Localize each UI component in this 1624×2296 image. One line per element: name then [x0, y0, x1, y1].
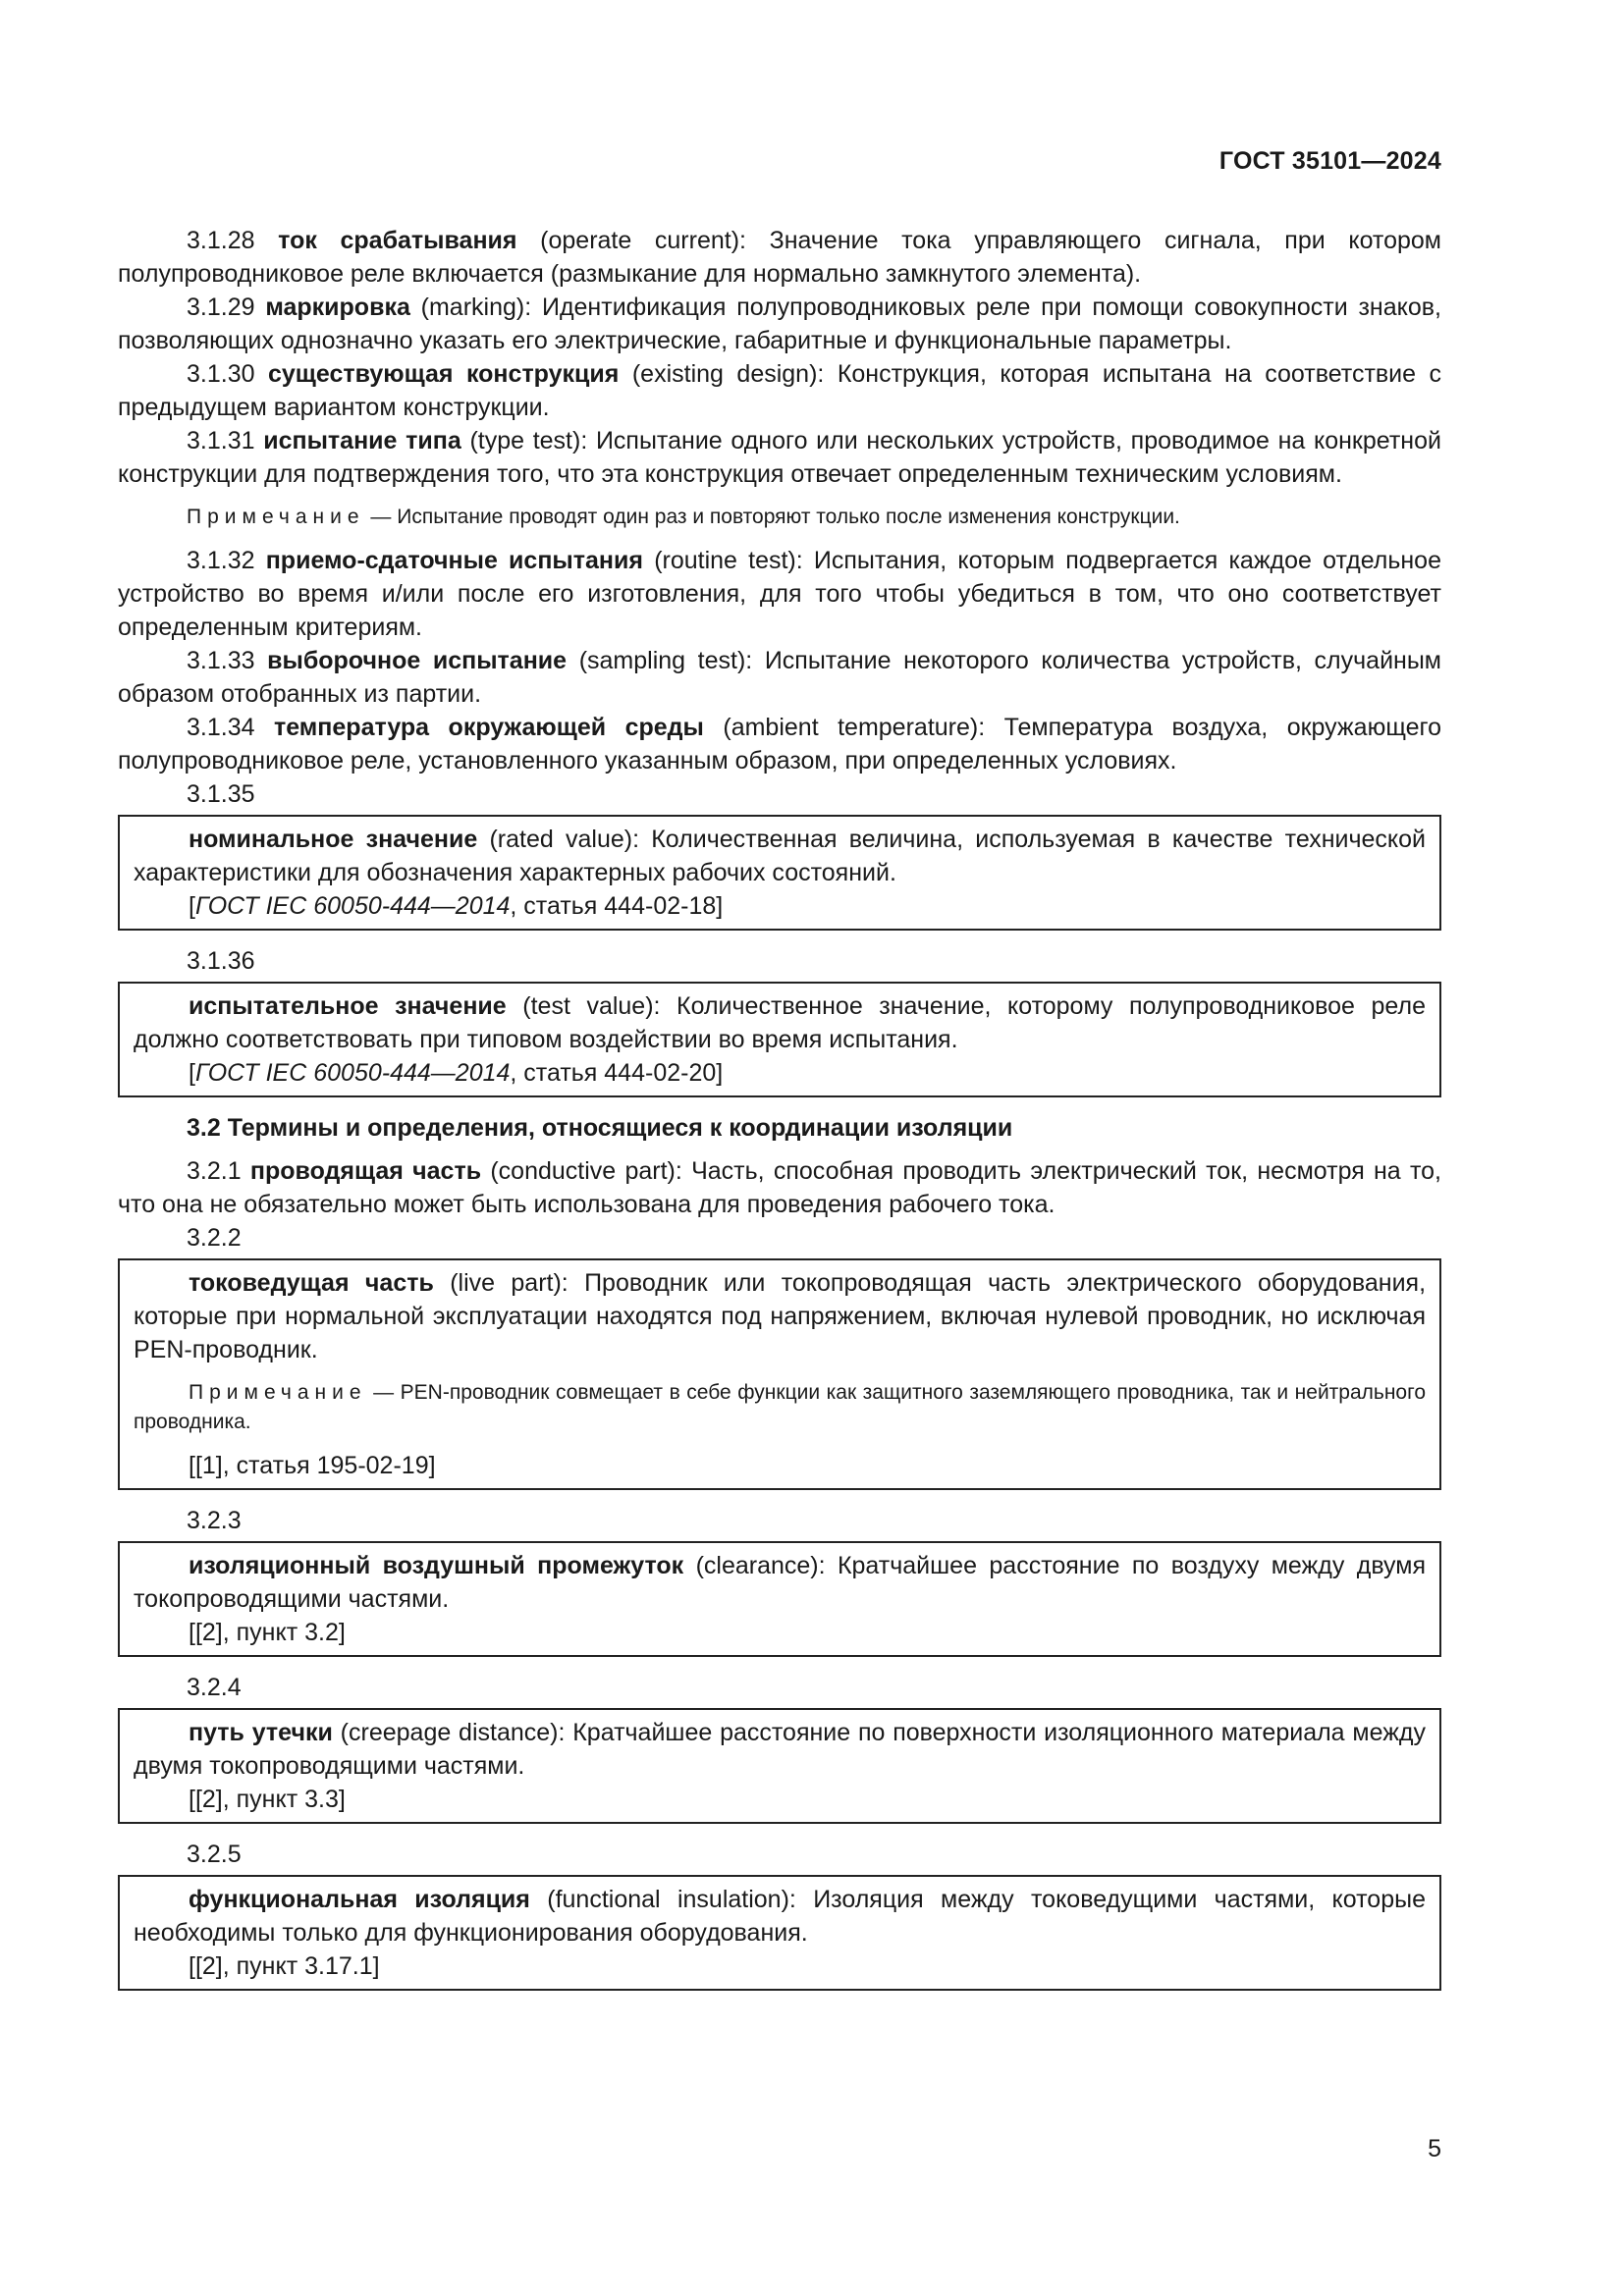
term-definition: : Испытание некоторого количества устройств, случайным образом отобранных из партии. — [118, 647, 1441, 708]
term-reference: [[2], пункт 3.17.1] — [189, 1952, 380, 1980]
term-english: (ambient temperature) — [723, 714, 979, 741]
term-box-3-1-36 — [118, 982, 1441, 1097]
term-definition: : Испытание одного или нескольких устройств, проводимое на конкретной конструкции для подтверждения того, что эта конструкция отвечает определенным техническим условиям. — [118, 427, 1441, 488]
term-name: температура окружающей среды — [273, 714, 704, 741]
term-name: ток срабатывания — [278, 227, 517, 254]
term-definition: : Кратчайшее расстояние по поверхности изоляционного материала между двумя токопроводящими частями. — [134, 1719, 1427, 1780]
term-3-1-29 — [118, 291, 1441, 357]
document-id: ГОСТ 35101—2024 — [1218, 147, 1441, 175]
reference-document: ГОСТ IEC 60050-444—2014 — [194, 892, 511, 920]
term-box-3-2-5 — [118, 1875, 1441, 1991]
term-3-2-5 — [134, 1883, 1426, 1949]
term-definition: : Количественное значение, которому полупроводниковое реле должно соответствовать при типовом воздействии во время испытания. — [134, 992, 1426, 1053]
term-3-1-31 — [118, 424, 1441, 491]
term-reference: [[2], пункт 3.2] — [189, 1619, 346, 1646]
term-english: (rated value) — [489, 826, 633, 853]
term-definition: : Количественная величина, используемая в качестве технической характеристики для обозначения характерных рабочих состояний. — [134, 826, 1426, 886]
term-number: 3.1.29 — [187, 294, 255, 321]
term-name: испытание типа — [263, 427, 461, 454]
term-name: маркировка — [265, 294, 410, 321]
term-definition: : Испытания, которым подвергается каждое отдельное устройство во время и/или после его изготовления, для того чтобы убедиться в том, что оно соответствует определенным критериям. — [118, 547, 1441, 641]
term-box-3-2-3 — [118, 1541, 1441, 1657]
term-number-3-1-36: 3.1.36 — [187, 947, 255, 975]
term-3-1-34 — [118, 711, 1441, 777]
term-name: изоляционный воздушный промежуток — [189, 1552, 684, 1579]
term-definition: : Конструкция, которая испытана на соответствие с предыдущем вариантом конструкции. — [118, 360, 1442, 421]
term-reference: [[2], пункт 3.3] — [189, 1786, 346, 1813]
term-english: (marking) — [420, 294, 525, 321]
term-name: существующая конструкция — [268, 360, 620, 388]
term-name: выборочное испытание — [267, 647, 568, 674]
term-number-3-1-35: 3.1.35 — [187, 780, 255, 808]
note-text: — PEN-проводник совмещает в себе функции как защитного заземляющего проводника, так и нейтрального проводника. — [134, 1381, 1426, 1433]
document-body — [118, 224, 1441, 2004]
term-name: путь утечки — [189, 1719, 333, 1746]
term-definition: : Изоляция между токоведущими частями, которые необходимы только для функционирования оборудования. — [134, 1886, 1426, 1947]
term-3-2-1 — [118, 1154, 1441, 1221]
term-name: номинальное значение — [189, 826, 478, 853]
term-english: (test value) — [522, 992, 654, 1020]
term-number: 3.1.28 — [187, 227, 255, 254]
note-3-1-31 — [118, 503, 1441, 532]
note-label: Примечание — [189, 1381, 367, 1404]
term-english: (creepage distance) — [340, 1719, 559, 1746]
term-english: (existing design) — [631, 360, 818, 388]
term-3-1-32 — [118, 544, 1441, 644]
term-number: 3.1.31 — [187, 427, 255, 454]
term-definition: : Значение тока управляющего сигнала, при котором полупроводниковое реле включается (размыкание для нормально замкнутого элемента). — [118, 227, 1441, 288]
term-number-3-2-2: 3.2.2 — [187, 1224, 242, 1252]
reference-document: ГОСТ IEC 60050-444—2014 — [194, 1059, 511, 1087]
term-3-1-30 — [118, 357, 1441, 424]
term-3-2-3 — [134, 1549, 1426, 1616]
term-english: (functional insulation) — [547, 1886, 789, 1913]
term-number: 3.1.32 — [187, 547, 255, 574]
term-definition: : Идентификация полупроводниковых реле при помощи совокупности знаков, позволяющих однозначно указать его электрические, габаритные и функциональные параметры. — [118, 294, 1441, 354]
term-english: (sampling test) — [578, 647, 746, 674]
term-english: (operate current) — [540, 227, 740, 254]
term-english: (clearance) — [695, 1552, 819, 1579]
term-box-3-1-35 — [118, 815, 1441, 931]
term-name: проводящая часть — [249, 1157, 482, 1185]
term-number-3-2-5: 3.2.5 — [187, 1841, 242, 1868]
term-3-1-33 — [118, 644, 1441, 711]
term-reference: [[1], статья 195-02-19] — [189, 1452, 436, 1479]
term-definition: : Часть, способная проводить электрический ток, несмотря на то, что она не обязательно может быть использована для проведения рабочего тока. — [118, 1157, 1442, 1218]
term-definition: : Кратчайшее расстояние по воздуху между двумя токопроводящими частями. — [134, 1552, 1426, 1613]
section-heading-3-2: 3.2 Термины и определения, относящиеся к координации изоляции — [187, 1114, 1013, 1142]
term-number: 3.1.33 — [187, 647, 255, 674]
term-reference: [ГОСТ IEC 60050-444—2014, статья 444-02-18] — [189, 892, 724, 920]
term-name: токоведущая часть — [189, 1269, 434, 1297]
term-english: (routine test) — [654, 547, 796, 574]
term-number: 3.1.34 — [187, 714, 255, 741]
term-name: функциональная изоляция — [189, 1886, 530, 1913]
term-3-2-4 — [134, 1716, 1426, 1783]
term-definition: : Температура воздуха, окружающего полупроводниковое реле, установленного указанным образом, при определенных условиях. — [118, 714, 1441, 774]
note-text: — Испытание проводят один раз и повторяют только после изменения конструкции. — [364, 506, 1180, 528]
note-3-2-2 — [134, 1378, 1426, 1437]
term-number: 3.2.1 — [187, 1157, 242, 1185]
note-label: Примечание — [187, 506, 365, 528]
term-english: (live part) — [450, 1269, 562, 1297]
term-number-3-2-4: 3.2.4 — [187, 1674, 242, 1701]
term-name: испытательное значение — [189, 992, 507, 1020]
term-3-1-28 — [118, 224, 1441, 291]
term-number-3-2-3: 3.2.3 — [187, 1507, 242, 1534]
term-definition: : Проводник или токопроводящая часть электрического оборудования, которые при нормальной эксплуатации находятся под напряжением, включая нулевой проводник, но исключая PEN-проводник. — [134, 1269, 1427, 1363]
term-box-3-2-4 — [118, 1708, 1441, 1824]
term-number: 3.1.30 — [187, 360, 255, 388]
term-3-2-2 — [134, 1266, 1426, 1366]
term-name: приемо-сдаточные испытания — [265, 547, 643, 574]
term-english: (type test) — [469, 427, 581, 454]
term-box-3-2-2 — [118, 1258, 1441, 1490]
term-3-1-35 — [134, 823, 1426, 889]
term-3-1-36 — [134, 989, 1426, 1056]
page-number: 5 — [1428, 2135, 1441, 2163]
term-reference: [ГОСТ IEC 60050-444—2014, статья 444-02-20] — [189, 1059, 724, 1087]
term-english: (conductive part) — [490, 1157, 676, 1185]
